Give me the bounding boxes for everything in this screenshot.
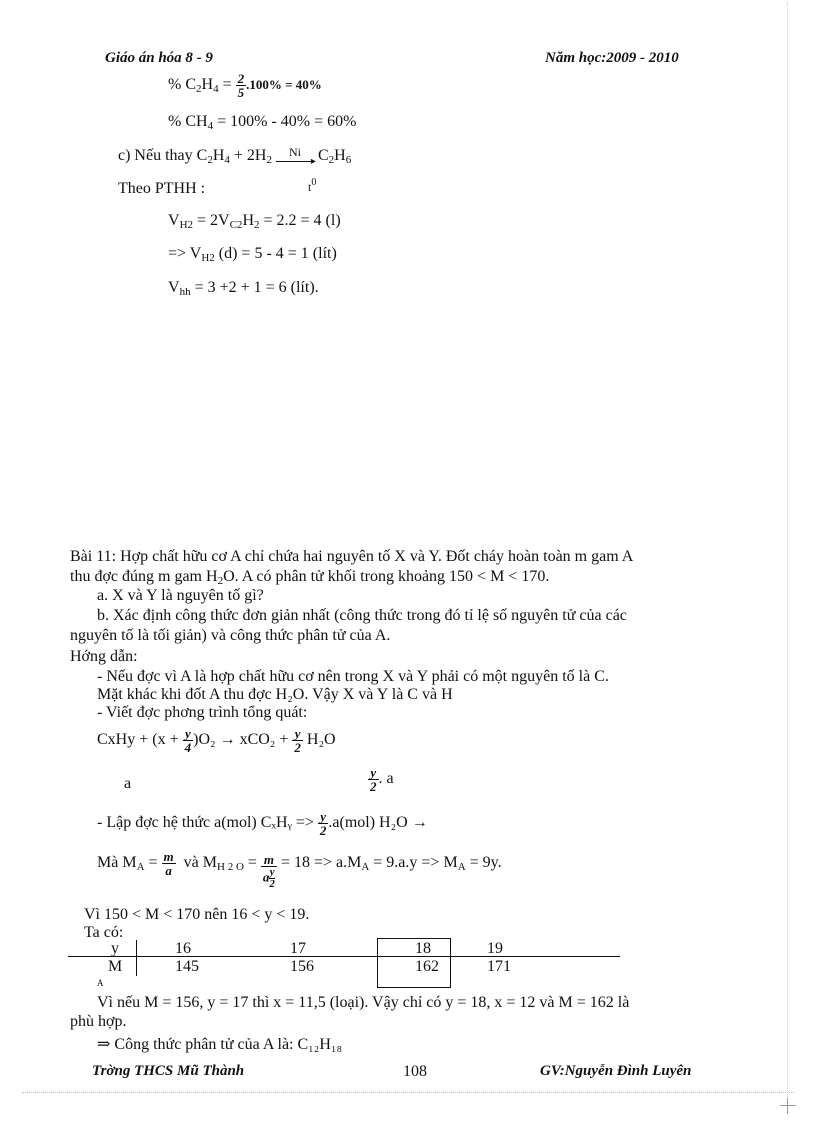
hint-3: - Viết đợc phơng trình tổng quát: bbox=[97, 704, 308, 721]
phu-hop: phù hợp. bbox=[70, 1013, 127, 1030]
question-b-line1: b. Xác định công thức đơn giản nhất (công thức trong đó tỉ lệ số nguyên tử của các bbox=[97, 607, 627, 624]
molar-mass-line: Mà $M_A$ = $\frac{m}{a}$ và $M_{H 2 O}$ = m a $\frac{y}{2}$ = $18 => a.M_A = 9.a.y => M_A = 9y$. bbox=[97, 849, 502, 890]
hint-2: Mặt khác khi đốt A thu đợc H₂O. Vậy X và Y là C và H bbox=[97, 686, 453, 703]
bai11-p2: thu đợc đúng m gam $H_2O$. A có phân tử khối trong khoảng 150 < M < 170. bbox=[70, 568, 550, 587]
table-cell: 16 bbox=[175, 940, 191, 957]
table-y-label: y bbox=[111, 940, 119, 957]
molecular-formula: ⇒ Công thức phân tử của A là: C₁₂H₁₈ bbox=[97, 1036, 343, 1053]
header-right: Năm học:2009 - 2010 bbox=[545, 50, 679, 66]
question-b-line2: nguyên tố là tối giản) và công thức phân tử của A. bbox=[70, 627, 391, 644]
range-line: Vì 150 < M < 170 nên 16 < y < 19. bbox=[84, 906, 310, 923]
theo-pthh: Theo PTHH : bbox=[118, 180, 206, 197]
temperature-label: $t^0$ bbox=[308, 177, 317, 194]
table-cell: 18 bbox=[415, 940, 431, 957]
ta-co: Ta có: bbox=[84, 924, 124, 941]
footer-school: Trờng THCS Mũ Thành bbox=[92, 1063, 245, 1079]
v-h2-d-line: => $V_{H2}$ (d) = 5 - 4 = 1 (lít) bbox=[168, 245, 337, 264]
question-a: a. X và Y là nguyên tố gì? bbox=[97, 587, 264, 604]
page-right-border bbox=[787, 2, 788, 1105]
table-cell: 171 bbox=[487, 958, 511, 975]
mole-a-right: $\frac{y}{2}$ . a bbox=[370, 765, 394, 794]
table-cell: 19 bbox=[487, 940, 503, 957]
general-equation: CxHy + (x + $\frac{y}{4}$ )O₂ → xCO₂ + $\frac{y}{2}$ H₂O bbox=[97, 726, 336, 755]
footer-teacher: GV:Nguyễn Đình Luyên bbox=[540, 1063, 692, 1079]
v-h2-line: $V_{H2} = 2V_{C2}H_2 = 2.2 = 4$ (l) bbox=[168, 212, 341, 231]
relation-line: - Lập đợc hệ thức a(mol) CₓHᵧ => $\frac{y}{2}$ .a(mol) H₂O → bbox=[97, 809, 428, 838]
header-left: Giáo án hóa 8 - 9 bbox=[105, 50, 213, 66]
mole-a-left: a bbox=[124, 775, 132, 792]
table-cell: 145 bbox=[175, 958, 199, 975]
table-cell: 156 bbox=[290, 958, 314, 975]
part-c-reaction: c) Nếu thay $C_2H_4 + 2H_2$ $^{Ni}$ ▸ $C_2H_6$ bbox=[118, 145, 352, 167]
c2h4-percent-line: % $C_2H_4$ = $\frac{2}{5}$ .100% = 40% bbox=[168, 71, 322, 100]
conclusion-line: Vì nếu M = 156, y = 17 thì x = 11,5 (loại). Vậy chỉ có y = 18, x = 12 và M = 162 là bbox=[97, 994, 630, 1011]
v-hh-line: $V_{hh} = 3 +2 + 1 = 6$ (lít). bbox=[168, 279, 319, 298]
crop-mark-h bbox=[780, 1105, 796, 1106]
highlight-box bbox=[377, 938, 451, 988]
crop-mark-v bbox=[787, 1098, 788, 1114]
ch4-percent-line: % $CH_4 = 100\% - 40\% = 60\%$ bbox=[168, 113, 357, 132]
bai11-p1: Bài 11: Hợp chất hữu cơ A chỉ chứa hai nguyên tố X và Y. Đốt cháy hoàn toàn m gam A bbox=[70, 548, 634, 565]
page-number: 108 bbox=[403, 1063, 427, 1080]
table-m-sub: A bbox=[97, 978, 104, 988]
table-cell: 162 bbox=[415, 958, 439, 975]
table-cell: 17 bbox=[290, 940, 306, 957]
page-bottom-border bbox=[22, 1092, 794, 1093]
table-m-label: M bbox=[108, 958, 123, 975]
huong-dan: Hớng dẫn: bbox=[70, 648, 138, 665]
table-divider bbox=[136, 940, 137, 976]
hint-1: - Nếu đợc vì A là hợp chất hữu cơ nên trong X và Y phải có một nguyên tố là C. bbox=[97, 668, 609, 685]
table-rule bbox=[68, 956, 620, 957]
